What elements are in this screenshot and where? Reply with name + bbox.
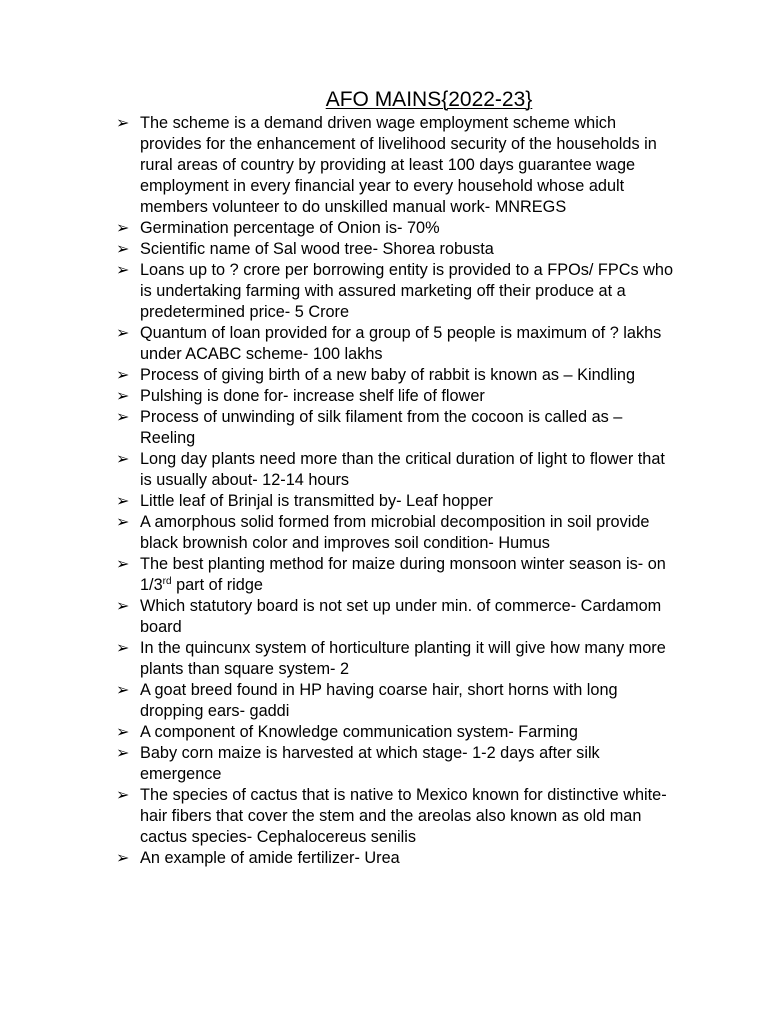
arrow-bullet-icon: ➢ xyxy=(116,598,130,615)
arrow-bullet-icon: ➢ xyxy=(116,745,130,762)
arrow-bullet-icon: ➢ xyxy=(116,787,130,804)
list-item xyxy=(116,638,676,680)
list-item xyxy=(116,680,676,722)
list-item xyxy=(116,218,676,239)
list-item xyxy=(116,491,676,512)
list-item xyxy=(116,785,676,848)
list-item-text: A component of Knowledge communication system- Farming xyxy=(140,723,578,741)
list-item xyxy=(116,596,676,638)
list-item xyxy=(116,323,676,365)
list-item xyxy=(116,554,676,596)
list-item xyxy=(116,407,676,449)
arrow-bullet-icon: ➢ xyxy=(116,724,130,741)
list-item-text: Loans up to ? crore per borrowing entity is provided to a FPOs/ FPCs who is undertaking farming with assured marketing off their produce at a predetermined price- 5 Crore xyxy=(140,261,674,321)
list-item xyxy=(116,113,676,218)
list-item-text: An example of amide fertilizer- Urea xyxy=(140,849,400,867)
list-item-text: Scientific name of Sal wood tree- Shorea robusta xyxy=(140,240,494,258)
list-item xyxy=(116,743,676,785)
list-item-text: In the quincunx system of horticulture planting it will give how many more plants than square system- 2 xyxy=(140,639,666,678)
ordinal-superscript: rd xyxy=(162,576,172,587)
list-item-text: Baby corn maize is harvested at which stage- 1-2 days after silk emergence xyxy=(140,744,600,783)
list-item-text: A goat breed found in HP having coarse hair, short horns with long dropping ears- gaddi xyxy=(140,681,618,720)
list-item-text: The best planting method for maize during monsoon winter season is- on 1/3 xyxy=(140,555,666,594)
list-item xyxy=(116,512,676,554)
arrow-bullet-icon: ➢ xyxy=(116,850,130,867)
list-item-text: Process of unwinding of silk filament from the cocoon is called as – Reeling xyxy=(140,408,623,447)
list-item xyxy=(116,449,676,491)
list-item xyxy=(116,848,676,869)
list-item-text: A amorphous solid formed from microbial decomposition in soil provide black brownish color and improves soil condition- Humus xyxy=(140,513,650,552)
list-item-text: The scheme is a demand driven wage employment scheme which provides for the enhancement of livelihood security of the households in rural areas of country by providing at least 100 days guarantee wage employment in every financial year to every household whose adult members volunteer to do unskilled manual work- MNREGS xyxy=(140,114,657,216)
arrow-bullet-icon: ➢ xyxy=(116,220,130,237)
list-item-text: Process of giving birth of a new baby of rabbit is known as – Kindling xyxy=(140,366,636,384)
list-item xyxy=(116,386,676,407)
arrow-bullet-icon: ➢ xyxy=(116,241,130,258)
arrow-bullet-icon: ➢ xyxy=(116,514,130,531)
question-list xyxy=(116,113,676,869)
list-item-text: Quantum of loan provided for a group of 5 people is maximum of ? lakhs under ACABC scheme- 100 lakhs xyxy=(140,324,662,363)
arrow-bullet-icon: ➢ xyxy=(116,640,130,657)
list-item-text: Pulshing is done for- increase shelf life of flower xyxy=(140,387,485,405)
page-title: AFO MAINS{2022-23} xyxy=(325,88,533,111)
list-item xyxy=(116,260,676,323)
list-item-text: Little leaf of Brinjal is transmitted by- Leaf hopper xyxy=(140,492,493,510)
list-item-text-suffix: part of ridge xyxy=(171,576,263,594)
list-item-text: Long day plants need more than the critical duration of light to flower that is usually about- 12-14 hours xyxy=(140,450,665,489)
arrow-bullet-icon: ➢ xyxy=(116,451,130,468)
list-item-text: Which statutory board is not set up under min. of commerce- Cardamom board xyxy=(140,597,662,636)
arrow-bullet-icon: ➢ xyxy=(116,325,130,342)
arrow-bullet-icon: ➢ xyxy=(116,367,130,384)
list-item xyxy=(116,365,676,386)
list-item-text: Germination percentage of Onion is- 70% xyxy=(140,219,440,237)
arrow-bullet-icon: ➢ xyxy=(116,115,130,132)
list-item xyxy=(116,722,676,743)
arrow-bullet-icon: ➢ xyxy=(116,556,130,573)
arrow-bullet-icon: ➢ xyxy=(116,493,130,510)
list-item xyxy=(116,239,676,260)
arrow-bullet-icon: ➢ xyxy=(116,409,130,426)
arrow-bullet-icon: ➢ xyxy=(116,388,130,405)
list-item-text: The species of cactus that is native to Mexico known for distinctive white- hair fibers that cover the stem and the areolas also known as old man cactus species- Cephalocereus senilis xyxy=(140,786,667,846)
arrow-bullet-icon: ➢ xyxy=(116,682,130,699)
arrow-bullet-icon: ➢ xyxy=(116,262,130,279)
